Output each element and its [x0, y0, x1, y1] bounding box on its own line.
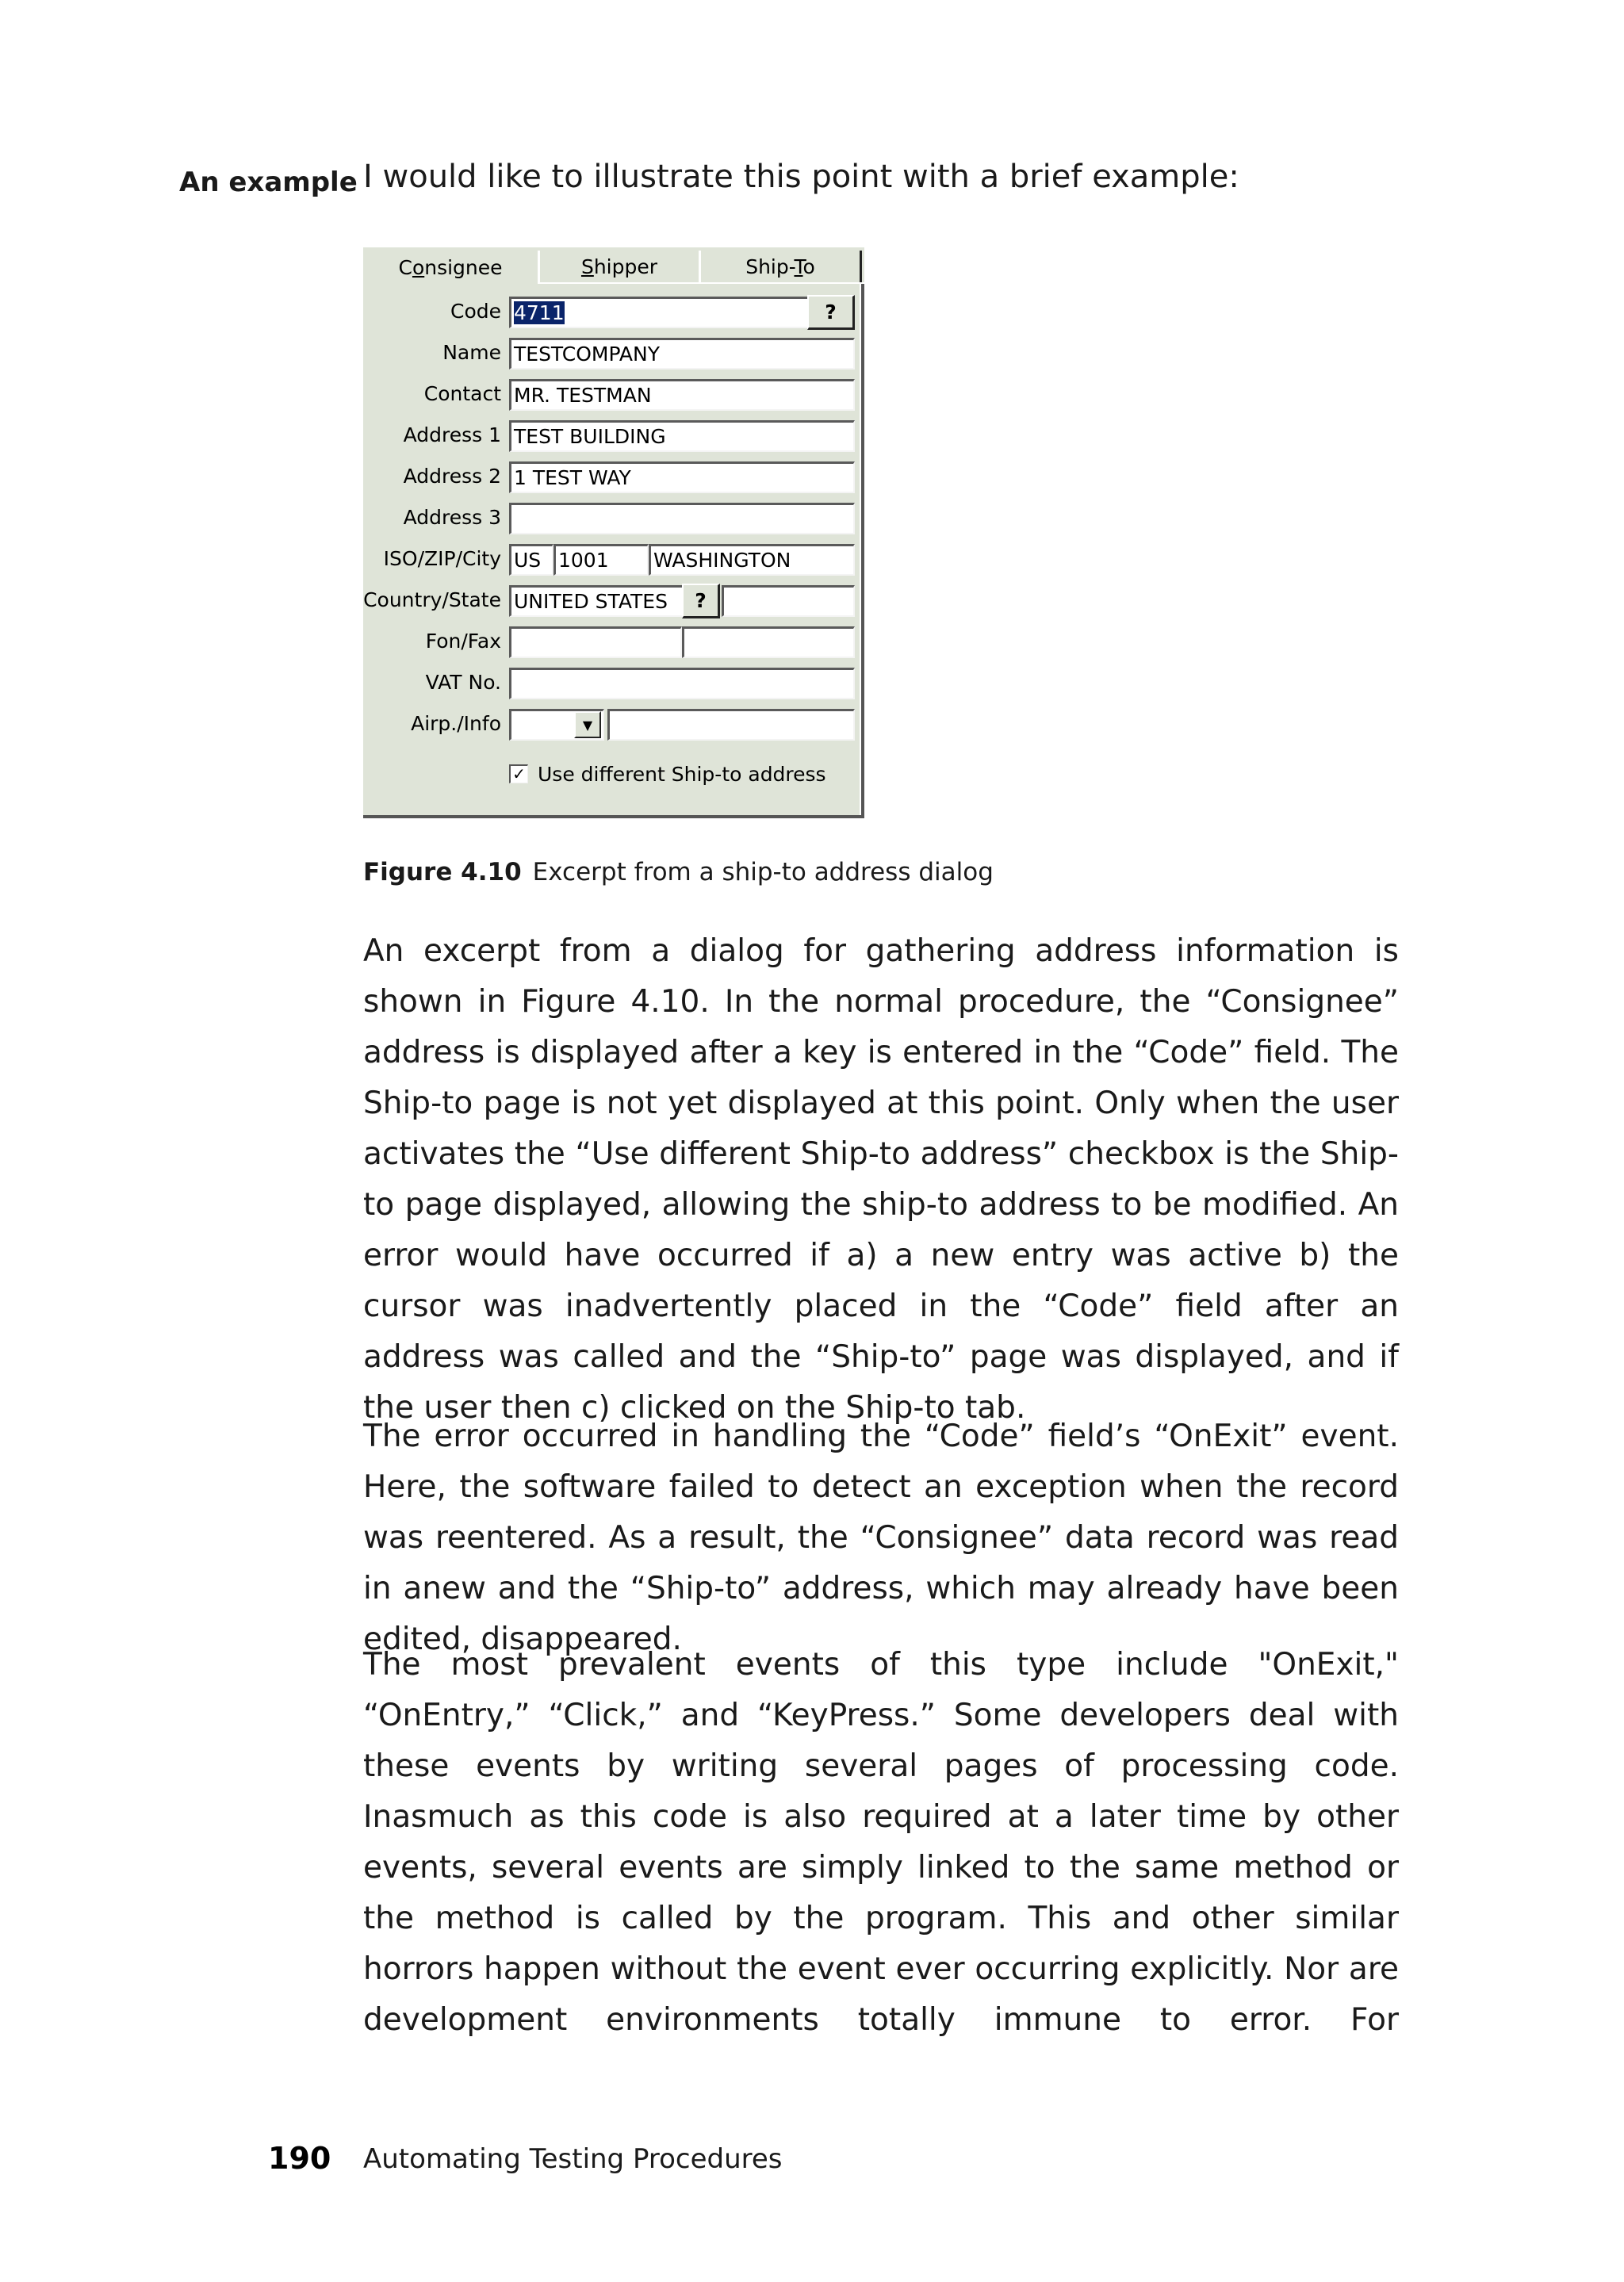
label-fon-fax: Fon/Fax	[425, 630, 501, 653]
margin-note: An example	[179, 167, 358, 198]
address-3-field[interactable]	[509, 503, 855, 534]
panel-border-right	[860, 284, 864, 818]
body-paragraph-1: An excerpt from a dialog for gathering address information is shown in Figure 4.10. In the normal procedure, the “Consignee” address is displayed after a key is entered in the “Code” field. The Ship-to page is not yet displayed at this point. Only when the user activates the “Use different Ship-to address” checkbox is the Ship-to page displayed, allowing the ship-to address to be modified. An error would have occurred if a) a new entry was active b) the cursor was inadvertently placed in the “Code” field after an address was called and the “Ship-to” page was displayed, and if the user then c) clicked on the Ship-to tab.	[363, 933, 1399, 1426]
tab-consignee-label: Consignee	[398, 255, 503, 279]
body-paragraph-3: The most prevalent events of this type include "OnExit," “OnEntry,” “Click,” and “KeyPress.” Some developers deal with these events by writing several pages of processing code. Inasmuch as this code is also required at a later time by other events, several events are simply linked to the same method or the method is called by the program. This and other similar horrors happen without the event ever occurring explicitly. Nor are development environments totally immune to error. For	[363, 1647, 1399, 2038]
state-field[interactable]	[722, 585, 855, 617]
label-country-state: Country/State	[363, 588, 501, 611]
fon-field[interactable]	[509, 626, 682, 658]
country-lookup-button[interactable]: ?	[682, 584, 720, 618]
checkmark-icon: ✓	[512, 764, 526, 783]
page-number: 190	[268, 2141, 331, 2176]
label-address-1: Address 1	[403, 423, 501, 446]
city-field[interactable]: WASHINGTON	[649, 544, 855, 576]
label-name: Name	[442, 341, 501, 364]
fax-field[interactable]	[682, 626, 855, 658]
address-1-field[interactable]: TEST BUILDING	[509, 420, 855, 452]
body-paragraph-2: The error occurred in handling the “Code” field’s “OnExit” event. Here, the software failed to detect an exception when the record was reentered. As a result, the “Consignee” data record was read in anew and the “Ship-to” address, which may already have been edited, disappeared.	[363, 1419, 1399, 1657]
iso-field[interactable]: US	[509, 544, 553, 576]
label-address-3: Address 3	[403, 506, 501, 529]
ship-to-checkbox-label[interactable]: Use different Ship-to address	[538, 763, 826, 786]
tab-ship-to[interactable]	[699, 251, 862, 282]
code-value: 4711	[514, 301, 565, 324]
code-field[interactable]	[509, 297, 809, 328]
address-2-field[interactable]: 1 TEST WAY	[509, 461, 855, 493]
vat-field[interactable]	[509, 668, 855, 699]
label-code: Code	[450, 300, 501, 323]
running-footer-title: Automating Testing Procedures	[363, 2143, 783, 2175]
panel-border-bottom	[363, 815, 864, 818]
code-lookup-button[interactable]: ?	[807, 295, 855, 330]
label-address-2: Address 2	[403, 465, 501, 488]
label-vat-no: VAT No.	[425, 671, 501, 694]
ship-to-checkbox[interactable]	[509, 764, 528, 783]
contact-field[interactable]: MR. TESTMAN	[509, 379, 855, 411]
figure-caption-text: Excerpt from a ship-to address dialog	[532, 858, 994, 886]
label-airp-info: Airp./Info	[411, 712, 501, 735]
ship-to-address-dialog	[363, 247, 864, 818]
tab-consignee[interactable]	[363, 247, 538, 287]
label-iso-zip-city: ISO/ZIP/City	[383, 547, 501, 570]
tab-ship-to-label: Ship-To	[745, 255, 815, 278]
chevron-down-icon: ▼	[582, 717, 593, 733]
name-field[interactable]: TESTCOMPANY	[509, 338, 855, 369]
info-field[interactable]	[607, 709, 855, 741]
figure-number: Figure 4.10	[363, 858, 522, 886]
tab-strip-edge	[538, 282, 864, 284]
zip-field[interactable]: 1001	[553, 544, 649, 576]
country-field[interactable]: UNITED STATES	[509, 585, 687, 617]
tab-shipper[interactable]	[538, 251, 701, 282]
label-contact: Contact	[423, 382, 501, 405]
tab-shipper-label: Shipper	[580, 255, 658, 278]
figure-caption	[363, 858, 994, 886]
intro-sentence: I would like to illustrate this point with a brief example:	[363, 159, 1239, 195]
airport-dropdown-button[interactable]	[574, 711, 601, 738]
